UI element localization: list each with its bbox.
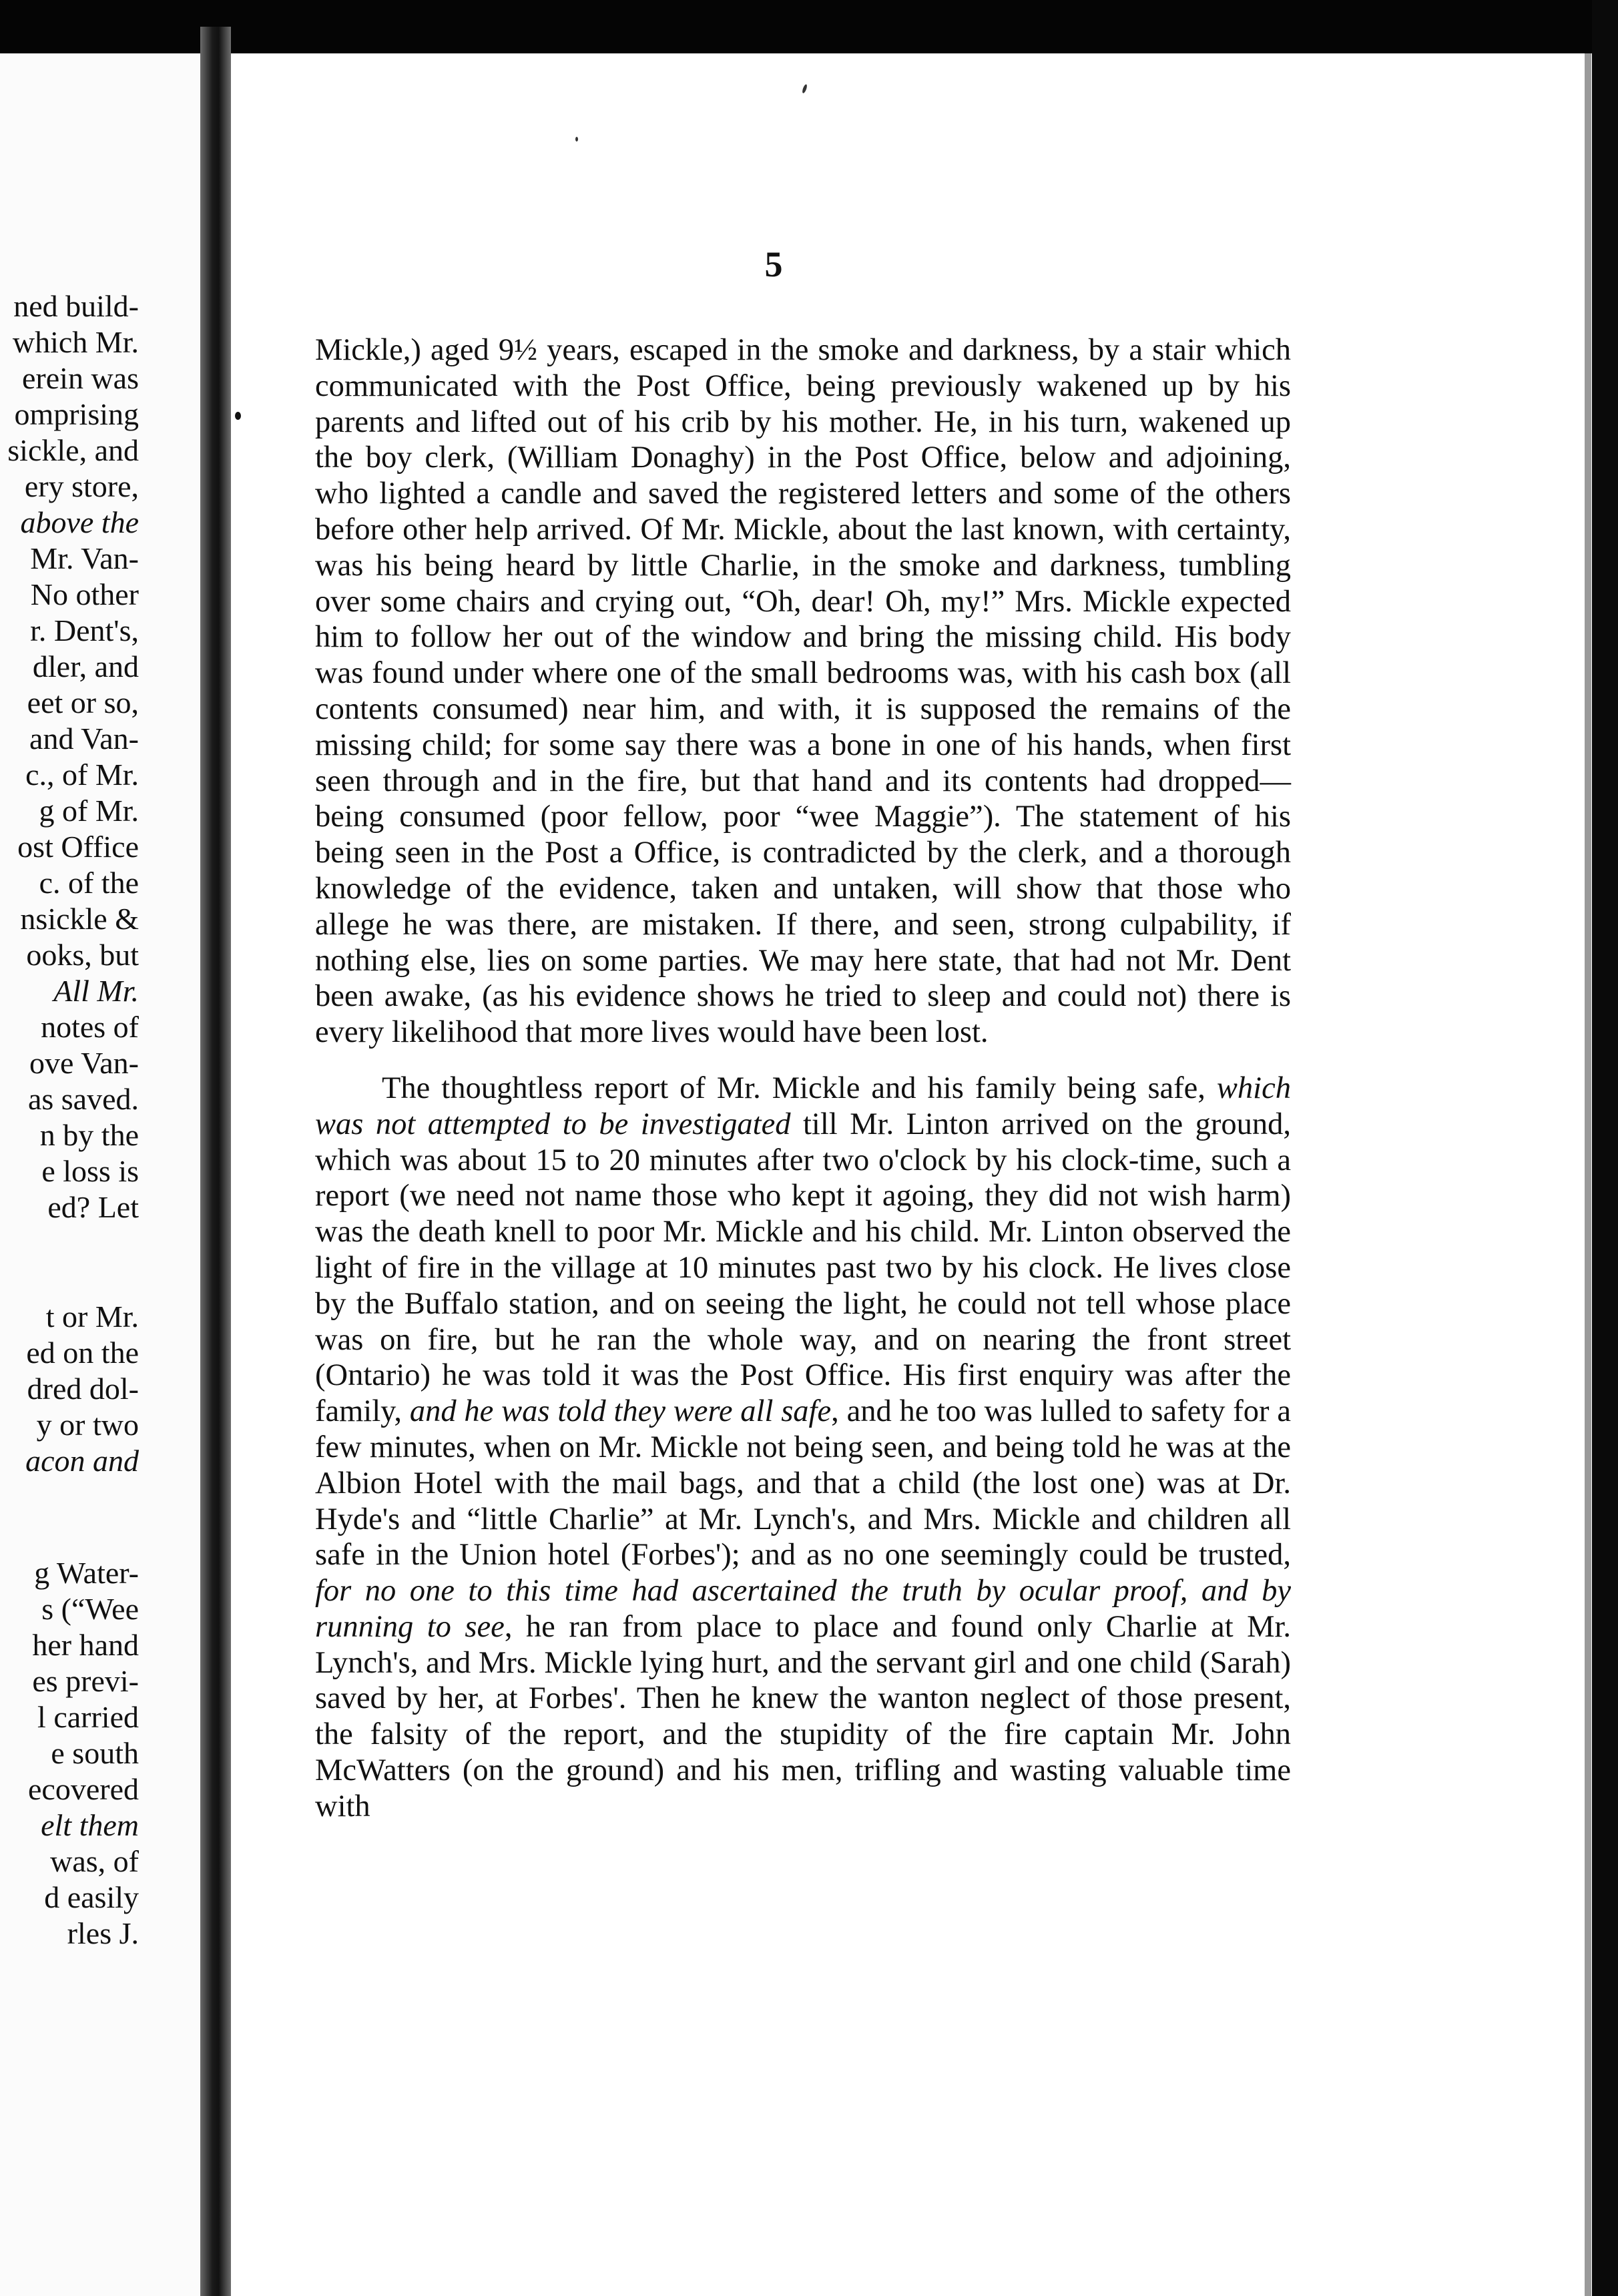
margin-line: nsickle & — [20, 902, 139, 936]
page-number: 5 — [764, 244, 783, 284]
margin-line: omprising — [14, 397, 139, 431]
margin-line: ooks, but — [26, 938, 139, 972]
page-edge — [1585, 53, 1591, 2296]
scan-top-border — [0, 0, 1618, 53]
margin-line: dred dol- — [27, 1372, 139, 1406]
margin-line: sickle, and — [7, 433, 139, 467]
margin-line: rles J. — [67, 1916, 139, 1950]
text-run: , and he too was lulled to safety for a few minutes, when on Mr. Mickle not being seen, and being told he was at the Albion Hotel with the mail bags, and that a child (the lost one) was at Dr. Hyde's and “little Charlie” at Mr. Lynch's, and Mrs. Mickle and children all safe in the Union hotel (Forbes'); and as no one seemingly could be trusted, — [315, 1394, 1291, 1572]
margin-line: e loss is — [41, 1154, 139, 1188]
margin-line: s (“Wee — [41, 1592, 139, 1626]
margin-line: which Mr. — [12, 325, 139, 359]
margin-line: erein was — [22, 361, 139, 395]
margin-line: ned build- — [13, 289, 139, 323]
margin-line: was, of — [50, 1844, 139, 1878]
italic-run: for no one to this time had ascertained the truth by ocular proof, and by running to see — [315, 1574, 1291, 1644]
margin-line: her hand — [32, 1628, 139, 1662]
book-gutter — [200, 27, 231, 2296]
margin-line: t or Mr. — [45, 1300, 139, 1334]
margin-line: c., of Mr. — [25, 758, 139, 792]
text-run: , he ran from place to place and found only Charlie at Mr. Lynch's, and Mrs. Mickle lying hurt, and the servant girl and one child (Sarah) saved by her, at Forbes'. Then he knew the wanton neglect of those present, the falsity of the report, and the stupidity of the fire captain Mr. John McWatters (on the ground) and his men, trifling and wasting valuable time with — [315, 1609, 1291, 1823]
margin-line: as saved. — [27, 1082, 139, 1116]
italic-run: which was not attempted to be investigated — [315, 1071, 1291, 1141]
margin-line: ecovered — [28, 1772, 139, 1806]
margin-line: ove Van- — [29, 1046, 139, 1080]
margin-line: elt them — [41, 1808, 139, 1842]
margin-line: dler, and — [32, 649, 139, 683]
margin-line: e south — [51, 1736, 139, 1770]
margin-line: y or two — [36, 1408, 139, 1442]
margin-line: ery store, — [24, 469, 139, 503]
margin-line: l carried — [37, 1700, 139, 1734]
body-paragraph — [315, 332, 1291, 1051]
margin-line: g of Mr. — [39, 794, 139, 828]
page-body — [315, 332, 1291, 1825]
text-run: Mickle,) aged 9½ years, escaped in the smoke and darkness, by a stair which communicated with the Post Office, being previously wakened up by his parents and lifted out of his crib by his mother. He, in his turn, wakened up the boy clerk, (William Donaghy) in the Post Office, below and adjoining, who lighted a candle and saved the registered letters and some of the others before other help arrived. Of Mr. Mickle, about the last known, with certainty, was his being heard by little Charlie, in the smoke and darkness, tumbling over some chairs and crying out, “Oh, dear! Oh, my!” Mrs. Mickle expected him to follow her out of the window and bring the missing child. His body was found under where one of the small bedrooms was, with his cash box (all contents consumed) near him, and with, it is supposed the remains of the missing child; for some say there was a bone in one of his hands, when first seen through and in the fire, but that hand and its contents had dropped—being consumed (poor fellow, poor “wee Maggie”). The statement of his being seen in the Post a Office, is contradicted by the clerk, and a thorough knowledge of the evidence, taken and untaken, will show that those who allege he was there, are mistaken. If there, and seen, strong culpability, if nothing else, lies on some parties. We may here state, that had not Mr. Dent been awake, (as his evidence shows he tried to sleep and could not) there is every likelihood that more lives would have been lost. — [315, 333, 1291, 1050]
margin-line: r. Dent's, — [30, 613, 139, 647]
margin-line: d easily — [44, 1880, 139, 1914]
margin-line: g Water- — [34, 1556, 139, 1590]
margin-line: ost Office — [17, 830, 139, 864]
margin-line: notes of — [41, 1010, 139, 1044]
margin-line: Mr. Van- — [30, 541, 139, 575]
margin-line: ed? Let — [47, 1190, 139, 1224]
facing-page-fragment — [0, 53, 207, 2296]
margin-line: n by the — [39, 1118, 139, 1152]
scan-right-border — [1592, 0, 1618, 2296]
margin-line: and Van- — [29, 722, 139, 756]
margin-line: acon and — [25, 1444, 139, 1478]
italic-run: and he was told they were all safe — [409, 1394, 832, 1429]
text-run: The thoughtless report of Mr. Mickle and his family being safe, — [382, 1071, 1217, 1105]
margin-line: above the — [20, 505, 139, 539]
margin-line: c. of the — [39, 866, 139, 900]
text-run: till Mr. Linton arrived on the ground, which was about 15 to 20 minutes after two o'clock by his clock-time, such a report (we need not name those who kept it agoing, they did not wish harm) was the death knell to poor Mr. Mickle and his child. Mr. Linton observed the light of fire in the village at 10 minutes past two by his clock. He lives close by the Buffalo station, and on seeing the light, he could not tell whose place was on fire, but he ran the whole way, and on nearing the front street (Ontario) he was told it was the Post Office. His first enquiry was after the family, — [315, 1107, 1291, 1429]
binding-hole — [235, 412, 241, 420]
margin-line: ed on the — [26, 1336, 139, 1370]
margin-line: eet or so, — [27, 685, 139, 720]
margin-line: No other — [30, 577, 139, 611]
scan-speck — [575, 137, 578, 141]
scan-speck — [802, 84, 808, 94]
body-paragraph — [315, 1071, 1291, 1825]
margin-line: All Mr. — [53, 974, 139, 1008]
margin-line: es previ- — [32, 1664, 139, 1698]
